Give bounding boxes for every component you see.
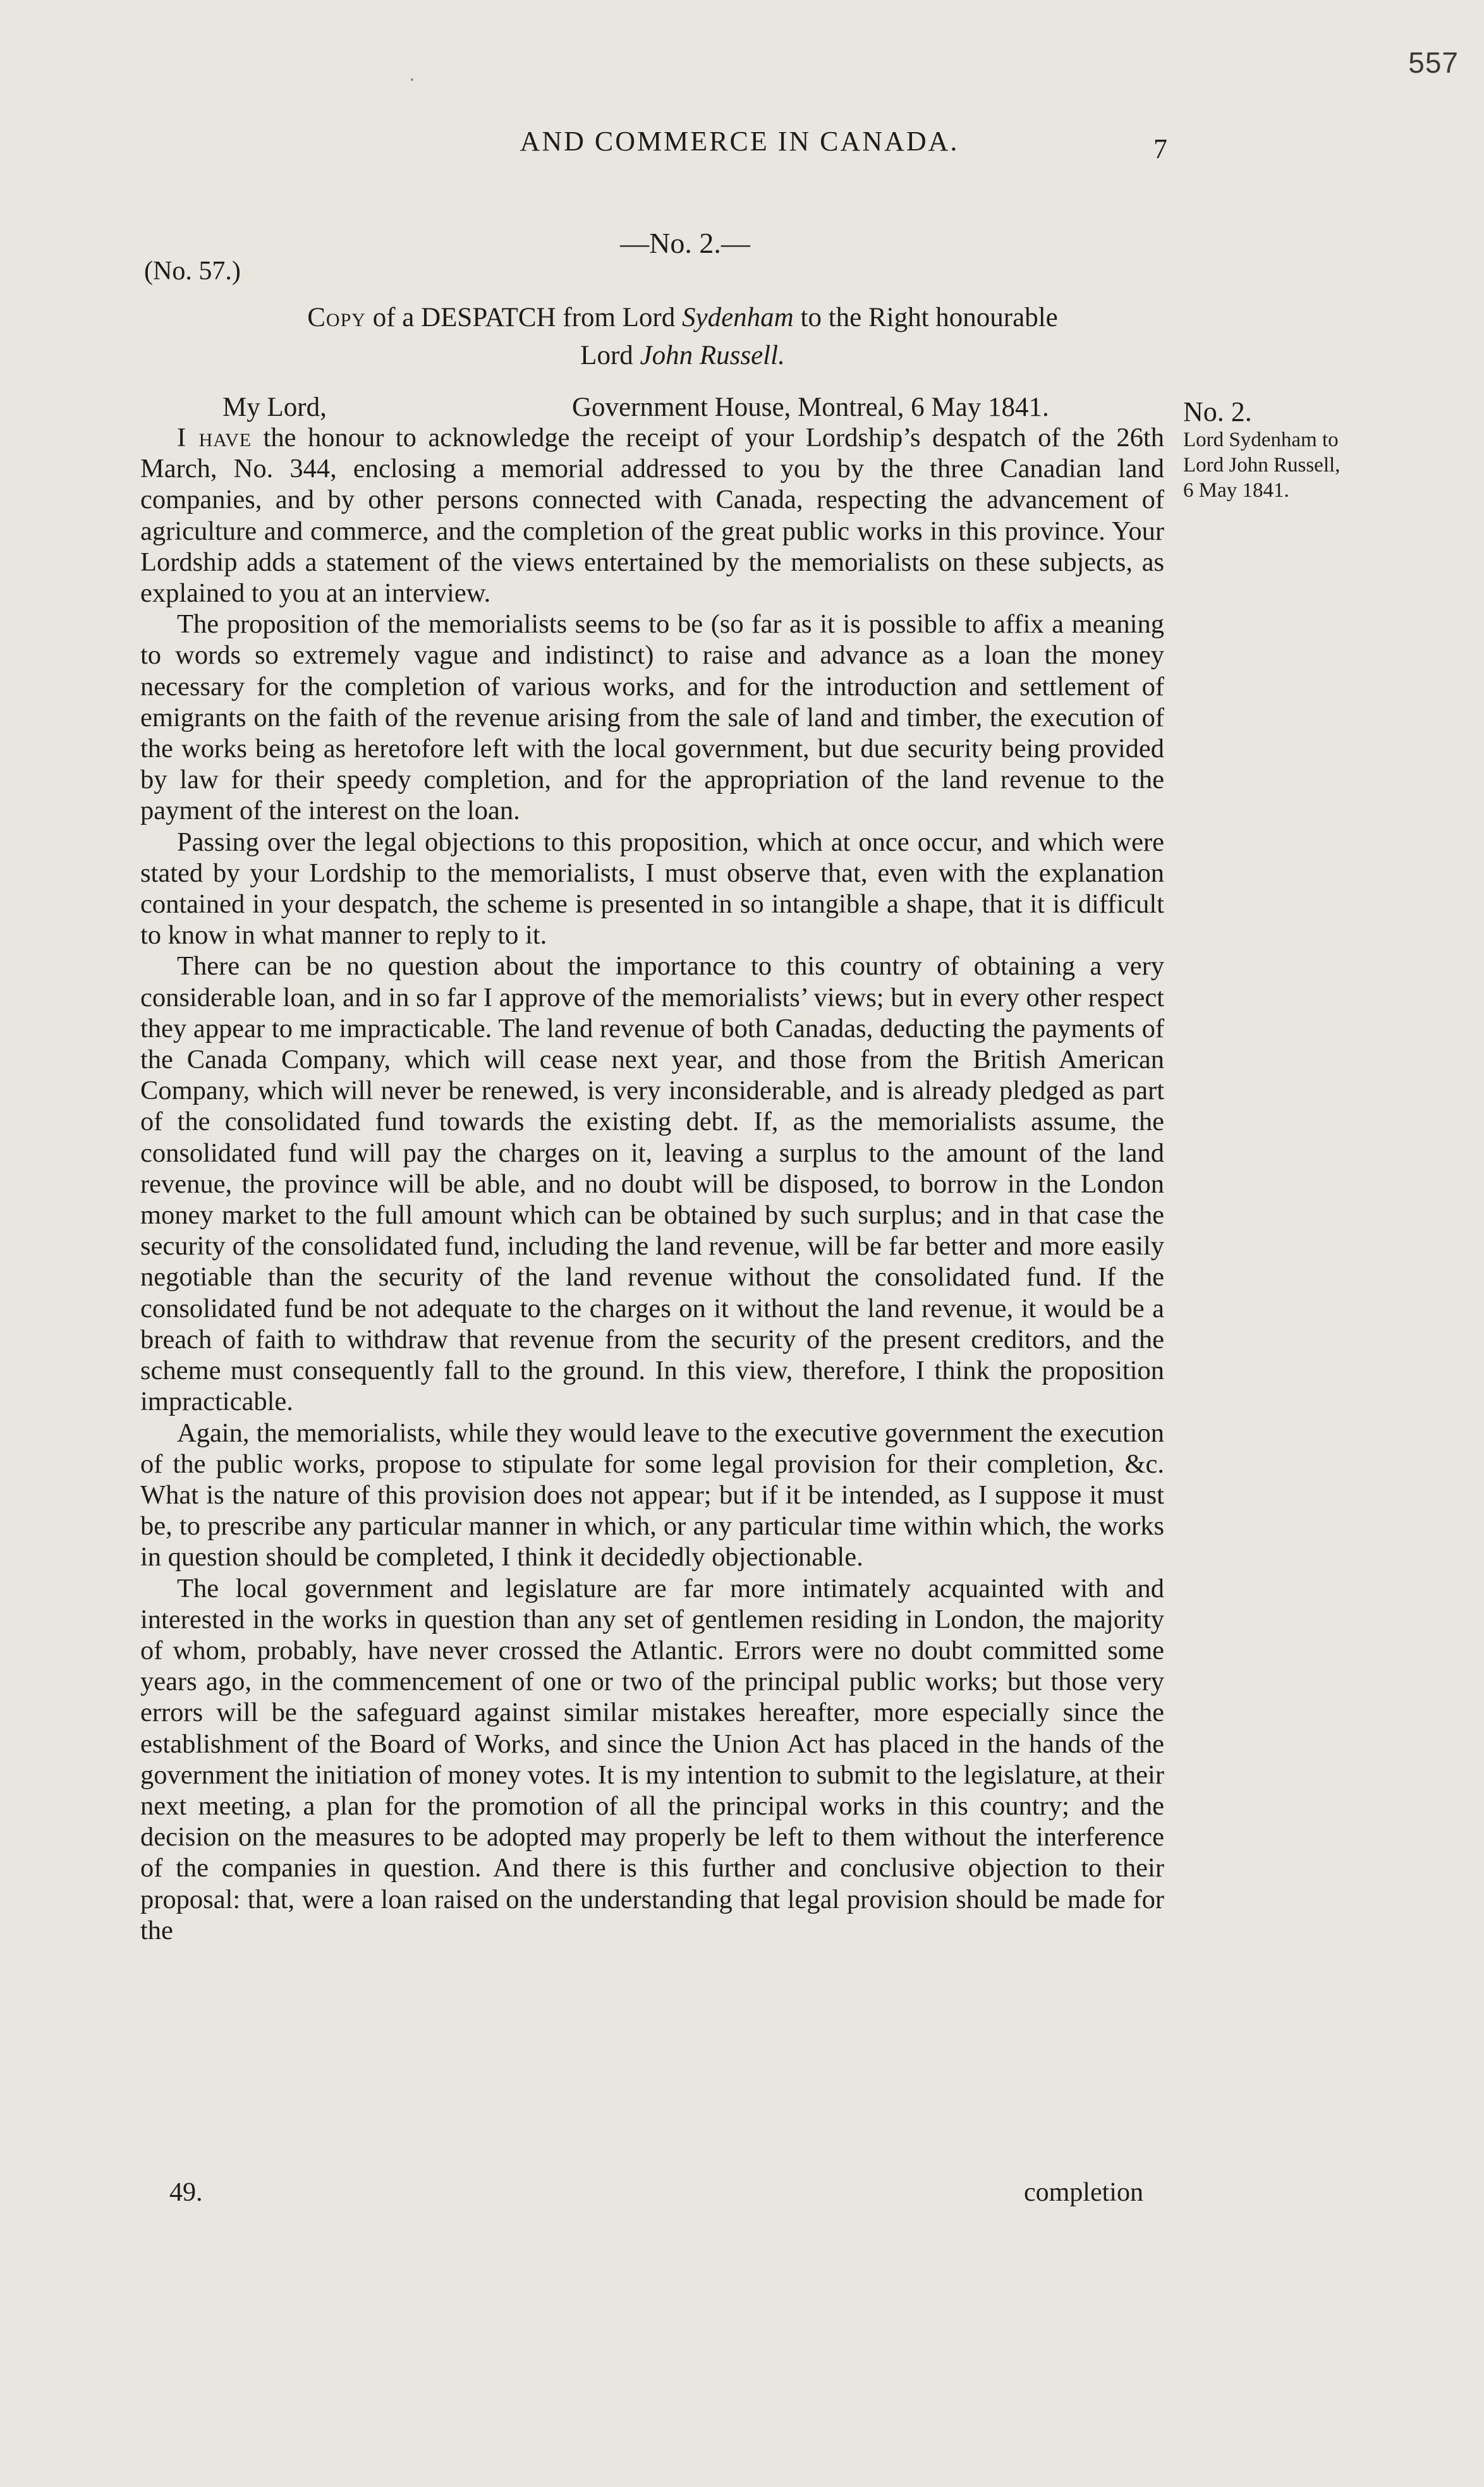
paragraph-6: The local government and legislature are far more intimately acquainted with and interested in the works in question than any set of gentlemen residing in London, the majority of whom, probably, have never crossed the Atlantic. Errors were no doubt committed some years ago, in the commencement of one or two of the principal public works; but those very errors will be the safeguard against similar mistakes hereafter, more especially since the establishment of the Board of Works, and since the Union Act has placed in the hands of the government the initiation of money votes. It is my intention to submit to the legislature, at their next meeting, a plan for the promotion of all the principal works in this country; and the decision on the measures to be adopted may properly be left to them without the interference of the companies in question. And there is this further and conclusive objection to their proposal: that, were a loan raised on the understanding that legal provision should be made for the bbox=[140, 1573, 1164, 1945]
margin-note-title: No. 2. bbox=[1183, 396, 1252, 427]
title-lord: Lord bbox=[580, 341, 640, 370]
opening-words: I have bbox=[177, 423, 252, 453]
margin-note-line-2: Lord John Russell, bbox=[1183, 454, 1341, 477]
title-copy: Copy bbox=[307, 303, 366, 332]
paragraph-1 bbox=[140, 422, 1164, 609]
paragraph-2: The proposition of the memorialists seems to be (so far as it is possible to affix a meaning to words so extremely vague and indistinct) to raise and advance as a loan the money necessary for the completion of various works, and for the introduction and settlement of emigrants on the faith of the revenue arising from the sale of land and timber, the execution of the works being as heretofore left with the local government, but due security being provided by law for their speedy completion, and for the appropriation of the land revenue to the payment of the interest on the loan. bbox=[140, 609, 1164, 826]
body-text bbox=[140, 422, 1164, 1946]
paper-speck bbox=[411, 78, 413, 81]
margin-note-line-3: 6 May 1841. bbox=[1183, 479, 1289, 502]
catchword: completion bbox=[1024, 2178, 1143, 2207]
paragraph-3: Passing over the legal objections to this proposition, which at once occur, and which were stated by your Lordship to the memorialists, I must observe that, even with the explanation contained in your despatch, the scheme is presented in so intangible a shape, that it is difficult to know in what manner to reply to it. bbox=[140, 827, 1164, 951]
title-end: to the Right honourable bbox=[793, 303, 1058, 332]
title-line-1 bbox=[190, 302, 1176, 333]
document-number-text: —No. 2.— bbox=[620, 227, 750, 259]
running-head-text: AND COMMERCE IN CANADA. bbox=[520, 126, 959, 157]
salutation: My Lord, bbox=[222, 392, 327, 422]
signature-mark: 49. bbox=[169, 2178, 203, 2207]
despatch-number: (No. 57.) bbox=[144, 257, 241, 286]
margin-note-line-1: Lord Sydenham to bbox=[1183, 429, 1339, 451]
document-number bbox=[0, 226, 1484, 260]
running-head bbox=[0, 125, 1484, 157]
paragraph-1-text: the honour to acknowledge the receipt of your Lordship’s despatch of the 26th March, No. 344, enclosing a memorial addressed to you by the three Canadian land companies, and by other persons connected with Canada, respecting the advancement of agriculture and commerce, and the completion of the great public works in this province. Your Lordship adds a statement of the views entertained by the memorialists on these subjects, as explained to you at an interview. bbox=[140, 423, 1164, 609]
margin-note bbox=[1183, 396, 1398, 503]
title-sender: Sydenham bbox=[682, 303, 794, 332]
title-recipient: John Russell. bbox=[640, 341, 785, 370]
paragraph-5: Again, the memorialists, while they would leave to the executive government the execution of the public works, propose to stipulate for some legal provision for their completion, &c. What is the nature of this provision does not appear; but if it be intended, as I suppose it must be, to prescribe any particular manner in which, or any particular time within which, the works in question should be completed, I think it decidedly objectionable. bbox=[140, 1418, 1164, 1572]
title-line-2 bbox=[190, 340, 1176, 371]
archive-page-number: 557 bbox=[1408, 46, 1459, 79]
page-number: 7 bbox=[1153, 133, 1167, 164]
paragraph-4: There can be no question about the importance to this country of obtaining a very considerable loan, and in so far I approve of the memorialists’ views; but in every other respect they appear to me impracticable. The land revenue of both Canadas, deducting the payments of the Canada Company, which will cease next year, and those from the British American Company, which will never be renewed, is very inconsiderable, and is already pledged as part of the consolidated fund towards the existing debt. If, as the memorialists assume, the consolidated fund will pay the charges on it, leaving a surplus to the amount of the land revenue, the province will be able, and no doubt will be disposed, to borrow in the London money market to the full amount which can be obtained by such surplus; and in that case the security of the consolidated fund, including the land revenue, will be far better and more easily negotiable than the security of the land revenue without the consolidated fund. If the consolidated fund be not adequate to the charges on it without the land revenue, it would be a breach of faith to withdraw that revenue from the security of the present creditors, and the scheme must consequently fall to the ground. In this view, therefore, I think the proposition impracticable. bbox=[140, 951, 1164, 1417]
dateline: Government House, Montreal, 6 May 1841. bbox=[572, 392, 1049, 422]
title-mid: of a DESPATCH from Lord bbox=[365, 303, 683, 332]
